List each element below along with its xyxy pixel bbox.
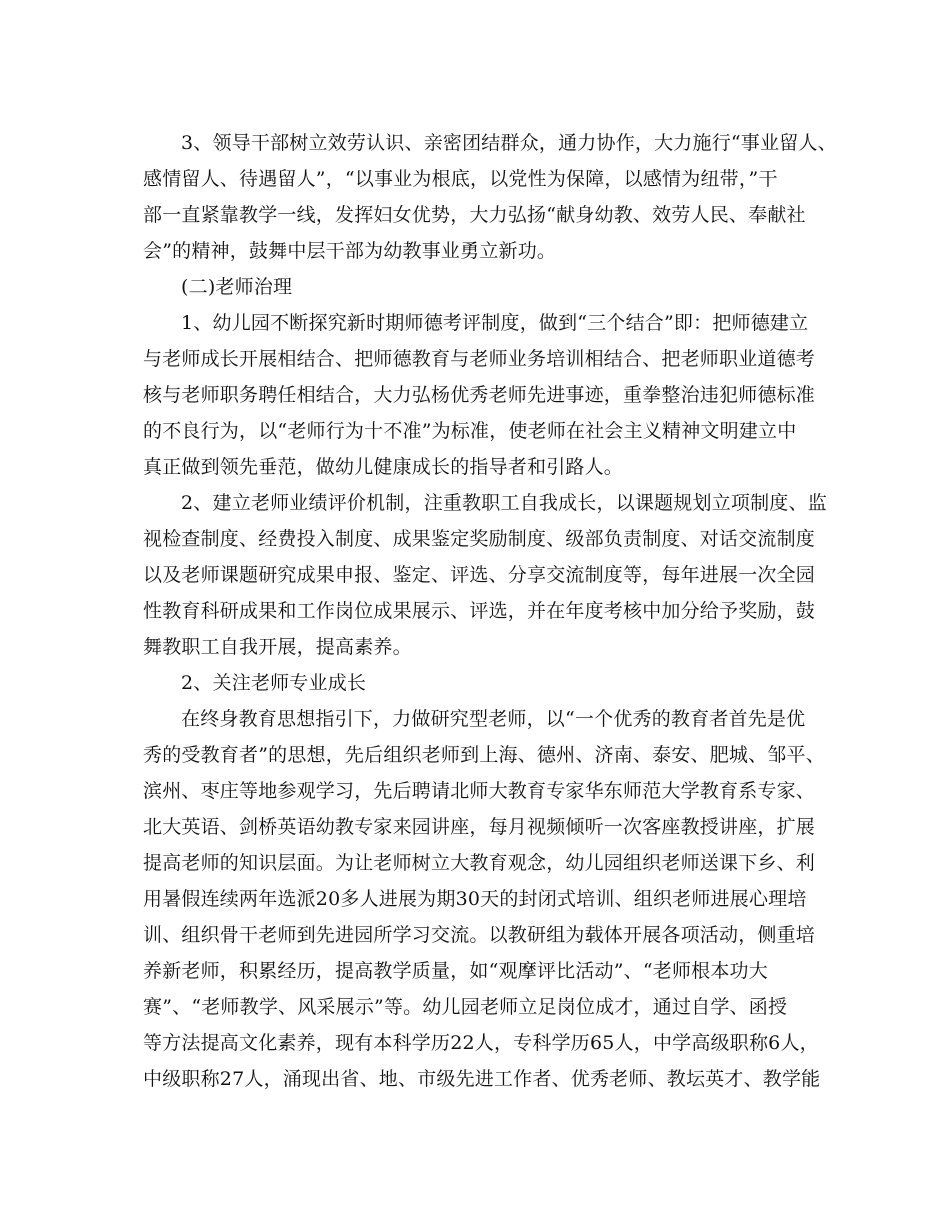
paragraph-line: 养新老师，积累经历，提高教学质量，如“观摩评比活动”、“老师根本功大 [143,960,768,982]
paragraph-line: 训、组织骨干老师到先进园所学习交流。以教研组为载体开展各项活动，侧重培 [143,924,816,946]
paragraph-line: 在终身教育思想指引下，力做研究型老师，以“一个优秀的教育者首先是优 [181,708,806,730]
paragraph-line: 等方法提高文化素养，现有本科学历22人，专科学历65人，中学高级职称6人， [143,1032,819,1054]
paragraph-line: 提高老师的知识层面。为让老师树立大教育观念，幼儿园组织老师送课下乡、利 [143,852,816,874]
paragraph-line: 性教育科研成果和工作岗位成果展示、评选，并在年度考核中加分给予奖励，鼓 [143,600,816,622]
paragraph-line: 3、领导干部树立效劳认识、亲密团结群众，通力协作，大力施行“事业留人、 [181,132,837,154]
paragraph-line: 滨州、枣庄等地参观学习，先后聘请北师大教育专家华东师范大学教育系专家、 [143,780,816,802]
paragraph-line: 舞教职工自我开展，提高素养。 [143,636,412,658]
paragraph-line: 感情留人、待遇留人”，“以事业为根底，以党性为保障，以感情为纽带，”干 [143,168,778,190]
paragraph-line: 以及老师课题研究成果申报、鉴定、评选、分享交流制度等，每年进展一次全园 [143,564,816,586]
paragraph-line: 秀的受教育者”的思想，先后组织老师到上海、德州、济南、泰安、肥城、邹平、 [143,744,825,766]
paragraph-line: 中级职称27人，涌现出省、地、市级先进工作者、优秀老师、教坛英才、教学能 [143,1068,821,1090]
paragraph-line: 用暑假连续两年选派20多人进展为期30天的封闭式培训、组织老师进展心理培 [143,888,807,910]
paragraph-line: 会”的精神，鼓舞中层干部为幼教事业勇立新功。 [143,240,557,262]
paragraph-line: 核与老师职务聘任相结合，大力弘杨优秀老师先进事迹，重拳整治违犯师德标准 [143,384,816,406]
section-heading: 2、关注老师专业成长 [181,672,367,694]
paragraph-line: 2、建立老师业绩评价机制，注重教职工自我成长，以课题规划立项制度、监 [181,492,827,514]
paragraph-line: 部一直紧靠教学一线，发挥妇女优势，大力弘扬“献身幼教、效劳人民、奉献社 [143,204,806,226]
paragraph-line: 视检查制度、经费投入制度、成果鉴定奖励制度、级部负责制度、对话交流制度 [143,528,816,550]
paragraph-line: 与老师成长开展相结合、把师德教育与老师业务培训相结合、把老师职业道德考 [143,348,816,370]
paragraph-line: 赛”、“老师教学、风采展示”等。幼儿园老师立足岗位成才，通过自学、函授 [143,996,788,1018]
paragraph-line: 北大英语、剑桥英语幼教专家来园讲座，每月视频倾听一次客座教授讲座，扩展 [143,816,816,838]
paragraph-line: 1、幼儿园不断探究新时期师德考评制度，做到“三个结合”即：把师德建立 [181,312,809,334]
paragraph-line: 真正做到领先垂范，做幼儿健康成长的指导者和引路人。 [143,456,624,478]
section-heading: (二)老师治理 [181,276,293,298]
paragraph-line: 的不良行为，以“老师行为十不准”为标准，使老师在社会主义精神文明建立中 [143,420,797,442]
